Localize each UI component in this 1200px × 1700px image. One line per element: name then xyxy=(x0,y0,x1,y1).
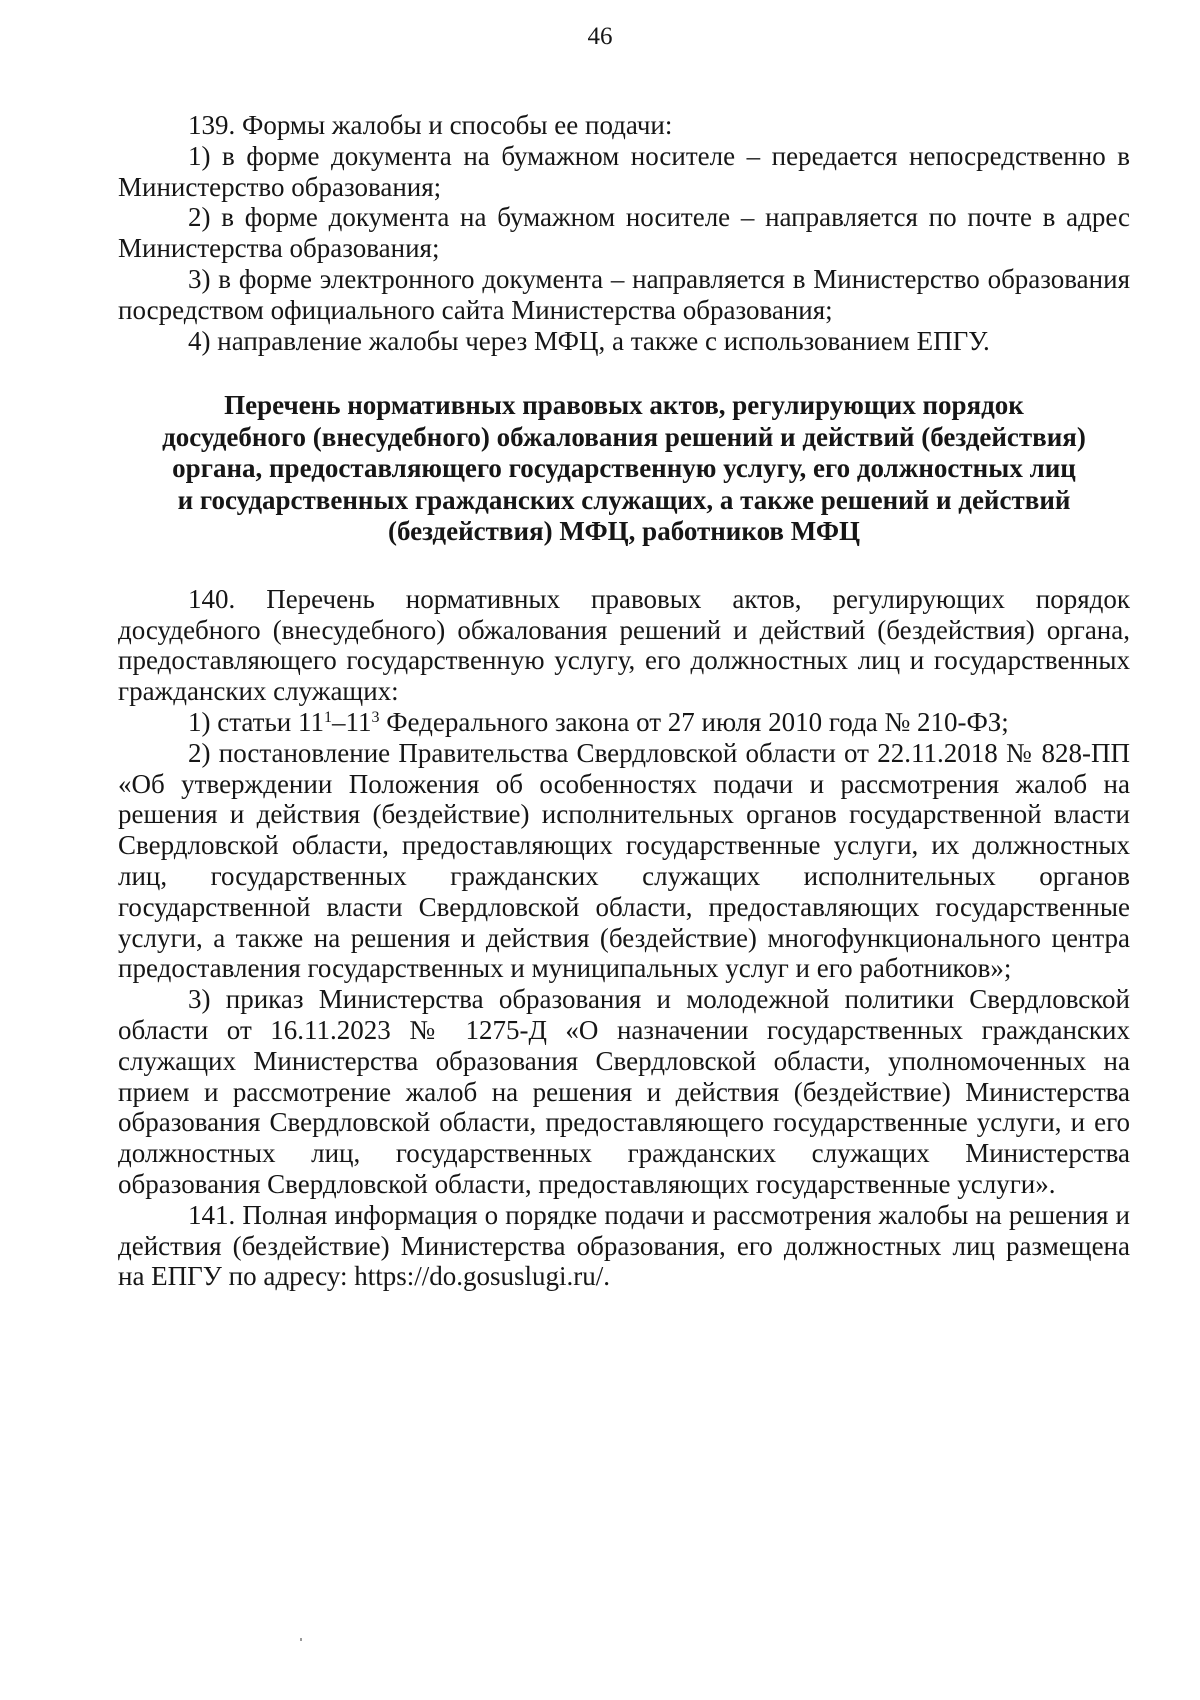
list-item-139-1: 1) в форме документа на бумажном носителе – передается непосредственно в Министерство образования; xyxy=(118,140,1130,202)
heading-line: органа, предоставляющего государственную услугу, его должностных лиц xyxy=(172,453,1076,484)
law-ref-prefix: 1) статьи 11 xyxy=(188,707,324,738)
section-heading xyxy=(118,390,1130,548)
page-number: 46 xyxy=(587,23,613,50)
list-item-140-3: 3) приказ Министерства образования и молодежной политики Свердловской области от 16.11.2023 № 1275-Д «О назначении государственных гражданских служащих Министерства образования Свердловской области, уполномоченных на прием и рассмотрение жалоб на решения и действия (бездействие) Министерства образования Свердловской области, предоставляющего государственные услуги, и его должностных лиц, государственных гражданских служащих Министерства образования Свердловской области, предоставляющих государственные услуги». xyxy=(118,984,1130,1200)
document-body xyxy=(118,110,1130,1292)
heading-line: досудебного (внесудебного) обжалования решений и действий (бездействия) xyxy=(162,421,1086,452)
superscript: 1 xyxy=(323,709,332,727)
paragraph-141: 141. Полная информация о порядке подачи и рассмотрения жалобы на решения и действия (бездействие) Министерства образования, его должностных лиц размещена на ЕПГУ по адресу: https://do.gosuslugi.ru/. xyxy=(118,1199,1130,1292)
law-ref-mid: –11 xyxy=(331,707,372,738)
heading-line: и государственных гражданских служащих, а также решений и действий xyxy=(177,484,1071,515)
list-item-139-4: 4) направление жалобы через МФЦ, а также с использованием ЕПГУ. xyxy=(188,325,990,356)
law-ref-suffix: Федерального закона от 27 июля 2010 года № 210-ФЗ; xyxy=(379,707,1009,738)
paragraph-140: 140. Перечень нормативных правовых актов, регулирующих порядок досудебного (внесудебного) обжалования решений и действий (бездействия) органа, предоставляющего государственную услугу, его должностных лиц и государственных гражданских служащих: xyxy=(118,583,1130,707)
heading-line: (бездействия) МФЦ, работников МФЦ xyxy=(387,516,861,547)
list-item-139-3: 3) в форме электронного документа – направляется в Министерство образования посредством официального сайта Министерства образования; xyxy=(118,263,1130,325)
scan-speck xyxy=(300,1638,302,1641)
heading-line: Перечень нормативных правовых актов, регулирующих порядок xyxy=(224,390,1024,421)
list-item-140-1 xyxy=(118,707,1130,738)
list-item-139-2: 2) в форме документа на бумажном носителе – направляется по почте в адрес Министерства образования; xyxy=(118,202,1130,264)
superscript: 3 xyxy=(371,709,380,727)
paragraph-139: 139. Формы жалобы и способы ее подачи: xyxy=(188,110,673,140)
list-item-140-2: 2) постановление Правительства Свердловской области от 22.11.2018 № 828-ПП «Об утверждении Положения об особенностях подачи и рассмотрения жалоб на решения и действия (бездействие) исполнительных органов государственной власти Свердловской области, предоставляющих государственные услуги, их должностных лиц, государственных гражданских служащих исполнительных органов государственной власти Свердловской области, предоставляющих государственные услуги, а также на решения и действия (бездействие) многофункционального центра предоставления государственных и муниципальных услуг и его работников»; xyxy=(118,737,1130,984)
